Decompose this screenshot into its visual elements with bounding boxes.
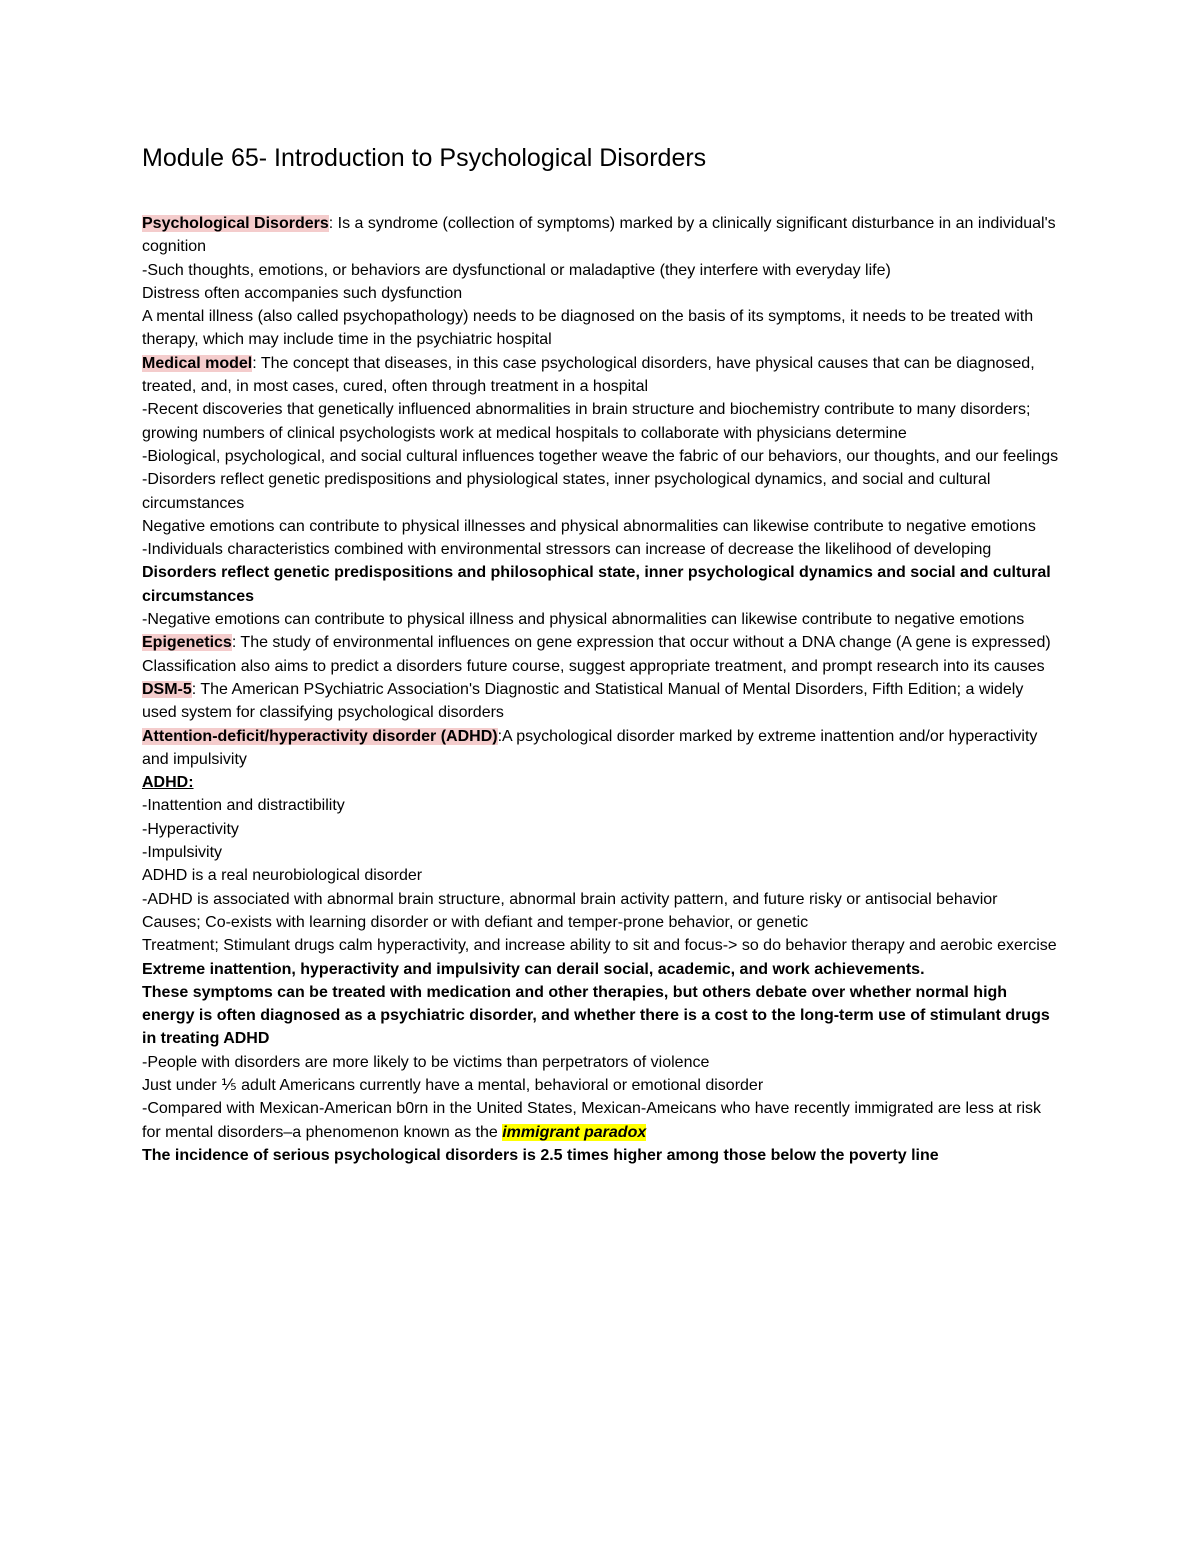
bold-summary: Extreme inattention, hyperactivity and impulsivity can derail social, academic, and work achievements. [142, 960, 925, 978]
note-line: -Hyperactivity [142, 820, 239, 838]
note-line: -Negative emotions can contribute to physical illness and physical abnormalities can likewise contribute to negative emotions [142, 611, 1025, 629]
definition-text: :A psychological disorder marked by extreme inattention and/or hyperactivity and impulsivity [142, 727, 1038, 768]
definition-text: : Is a syndrome (collection of symptoms) marked by a clinically significant disturbance in an individual's cognition [142, 215, 1056, 256]
adhd-heading [142, 771, 1062, 794]
note-text: -Compared with Mexican-American b0rn in the United States, Mexican-Ameicans who have recently immigrated are less at risk for mental disorders–a phenomenon known as the [142, 1100, 1042, 1141]
note-line: -People with disorders are more likely to be victims than perpetrators of violence [142, 1053, 710, 1071]
underlined-heading: ADHD: [142, 774, 194, 792]
note-line: -Inattention and distractibility [142, 797, 345, 815]
immigrant-paradox-line [142, 1097, 1062, 1144]
note-line: Just under ⅕ adult Americans currently have a mental, behavioral or emotional disorder [142, 1076, 764, 1094]
highlighted-term: Epigenetics [142, 634, 232, 652]
note-line: -Such thoughts, emotions, or behaviors are dysfunctional or maladaptive (they interfere with everyday life) [142, 261, 891, 279]
definition-dsm5 [142, 678, 1062, 725]
definition-medical-model [142, 352, 1062, 399]
notes-body [142, 212, 1062, 1167]
note-line: -ADHD is associated with abnormal brain structure, abnormal brain activity pattern, and future risky or antisocial behavior [142, 890, 998, 908]
page-title: Module 65- Introduction to Psychological Disorders [142, 144, 707, 172]
note-line: Causes; Co-exists with learning disorder or with defiant and temper-prone behavior, or genetic [142, 913, 809, 931]
highlighted-term: immigrant paradox [502, 1123, 647, 1141]
bold-summary: The incidence of serious psychological disorders is 2.5 times higher among those below the poverty line [142, 1146, 939, 1164]
note-line: -Individuals characteristics combined with environmental stressors can increase of decrease the likelihood of developing [142, 541, 992, 559]
highlighted-term: Medical model [142, 354, 253, 372]
definition-text: : The concept that diseases, in this case psychological disorders, have physical causes that can be diagnosed, treated, and, in most cases, cured, often through treatment in a hospital [142, 354, 1035, 396]
note-line: Distress often accompanies such dysfunction [142, 284, 463, 302]
bold-summary: Disorders reflect genetic predispositions and philosophical state, inner psychological dynamics and social and cultural circumstances [142, 564, 1051, 605]
note-line: -Biological, psychological, and social cultural influences together weave the fabric of our behaviors, our thoughts, and our feelings [142, 447, 1059, 465]
highlighted-term: Attention-deficit/hyperactivity disorder (ADHD) [142, 727, 498, 745]
definition-epigenetics [142, 631, 1062, 654]
highlighted-term: Psychological Disorders [142, 215, 329, 232]
note-line: -Recent discoveries that genetically influenced abnormalities in brain structure and biochemistry contribute to many disorders; growing numbers of clinical psychologists work at medical hospitals to collaborate with physicians determine [142, 401, 1031, 442]
note-line: Classification also aims to predict a disorders future course, suggest appropriate treatment, and prompt research into its causes [142, 657, 1045, 675]
note-line: Treatment; Stimulant drugs calm hyperactivity, and increase ability to sit and focus-> so do behavior therapy and aerobic exercise [142, 937, 1057, 955]
definition-text: : The American PSychiatric Association's Diagnostic and Statistical Manual of Mental Disorders, Fifth Edition; a widely used system for classifying psychological disorders [142, 680, 1024, 722]
note-line: A mental illness (also called psychopathology) needs to be diagnosed on the basis of its symptoms, it needs to be treated with therapy, which may include time in the psychiatric hospital [142, 308, 1034, 349]
note-line: -Impulsivity [142, 844, 223, 862]
highlighted-term: DSM-5 [142, 680, 192, 698]
note-line: Negative emotions can contribute to physical illnesses and physical abnormalities can likewise contribute to negative emotions [142, 517, 1036, 535]
note-line: ADHD is a real neurobiological disorder [142, 867, 423, 885]
definition-psychological-disorders [142, 212, 1062, 259]
bold-summary: These symptoms can be treated with medication and other therapies, but others debate over whether normal high energy is often diagnosed as a psychiatric disorder, and whether there is a cost to the long-term use of stimulant drugs in treating ADHD [142, 983, 1050, 1048]
definition-text: : The study of environmental influences on gene expression that occur without a DNA change (A gene is expressed) [231, 634, 1051, 652]
definition-adhd [142, 725, 1062, 772]
note-line: -Disorders reflect genetic predispositions and physiological states, inner psychological dynamics, and social and cultural circumstances [142, 471, 991, 512]
